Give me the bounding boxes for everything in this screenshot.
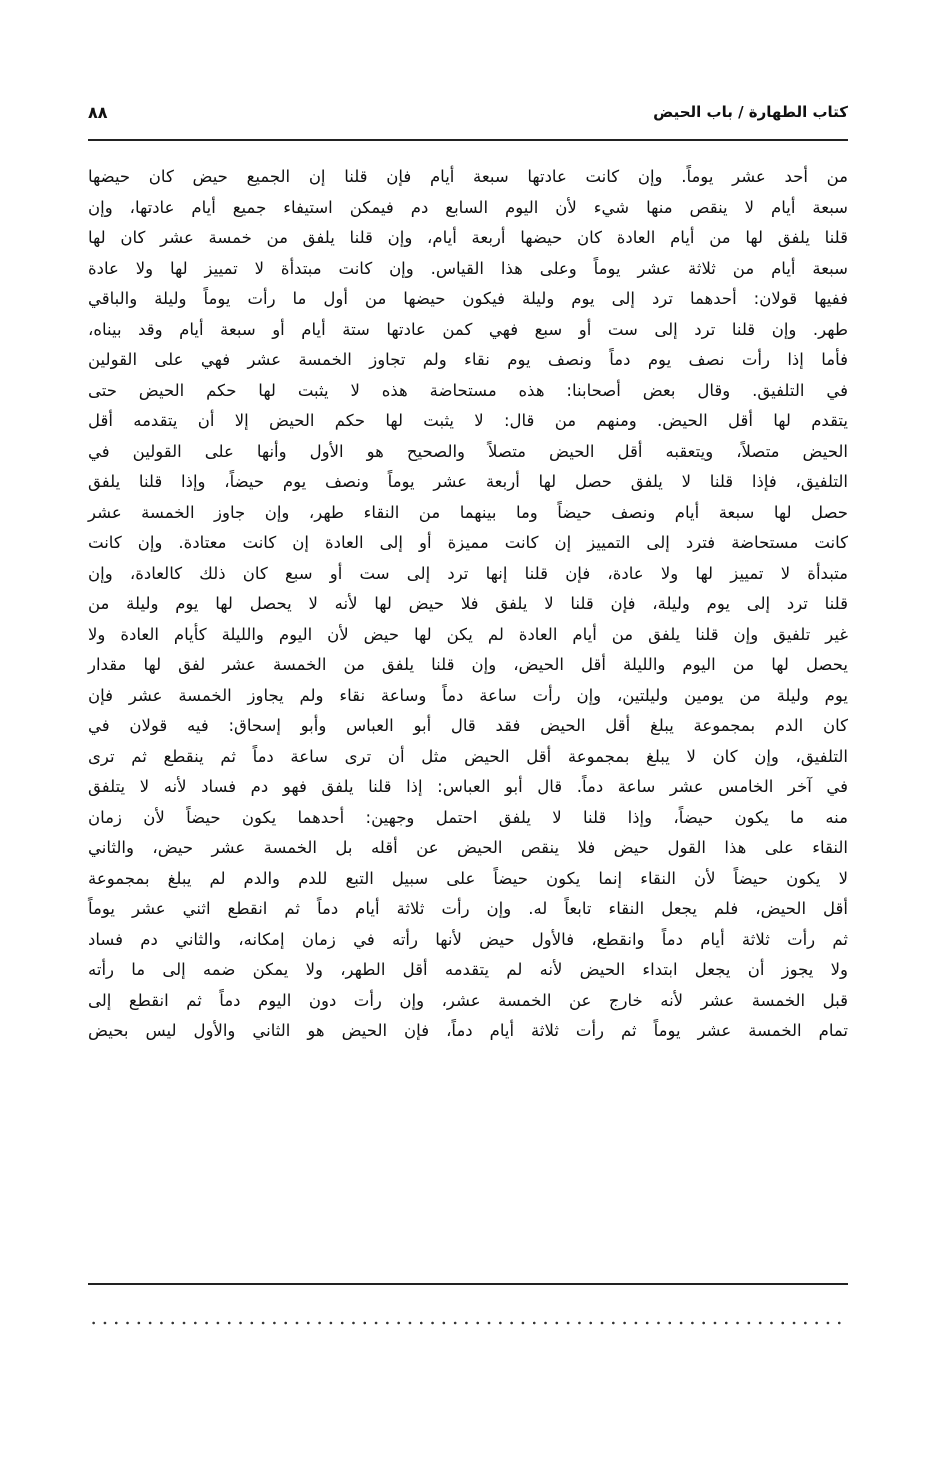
text-line: التلفيق، فإذا قلنا لا يلفق حصل لها أربعة عشر يوماً ونصف يوم حيضاً، وإذا قلنا يلفق: [88, 472, 848, 491]
footnote-rule: [88, 1283, 848, 1285]
text-line: يتقدم لها أقل الحيض. ومنهم من قال: لا يثبت لها حكم الحيض إلا أن يتقدمه أقل: [88, 411, 848, 430]
page-number: ٨٨: [88, 103, 108, 122]
text-line: ففيها قولان: أحدهما ترد إلى يوم وليلة فيكون حيضها من أول ما رأت يوماً وليلة والباقي: [88, 289, 848, 308]
text-line: في آخر الخامس عشر ساعة دماً. قال أبو العباس: إذا قلنا يلفق فهو دم فساد لأنه لا يتلفق: [88, 777, 848, 796]
text-line: الحيض متصلاً، ويتعقبه أقل الحيض متصلاً والصحيح هو الأول وأنها على القولين في: [88, 441, 848, 461]
text-line: قبل الخمسة عشر لأنه خارج عن الخمسة عشر، وإن رأت دون اليوم دماً ثم انقطع إلى: [88, 990, 848, 1010]
text-line: يحصل لها من اليوم والليلة أقل الحيض، وإن قلنا يلفق من الخمسة عشر لفق لها مقدار: [88, 655, 848, 674]
header-rule: [88, 139, 848, 141]
text-line: التلفيق، وإن كان لا يبلغ بمجموعة أقل الحيض مثل أن ترى ساعة دماً ثم ينقطع ثم ترى: [88, 746, 848, 766]
footnote-dotted-line: [88, 1306, 848, 1326]
text-line: تمام الخمسة عشر يوماً ثم رأت ثلاثة أيام دماً، فإن الحيض هو الثاني والأول ليس بحيض: [88, 1021, 848, 1040]
text-line: ثم رأت ثلاثة أيام دماً وانقطع، فالأول حيض لأنها رأته في زمان إمكانه، والثاني دم فساد: [88, 929, 848, 949]
text-line: حصل لها سبعة أيام ونصف حيضاً وما بينهما من النقاء طهر، وإن جاوز الخمسة عشر: [88, 502, 848, 522]
text-line: كانت مستحاضة فترد إلى التمييز إن كانت مميزة أو إلى العادة إن كانت معتادة. وإن كانت: [88, 533, 848, 552]
page-header: [88, 103, 848, 131]
text-line: سبعة أيام من ثلاثة عشر يوماً وعلى هذا القياس. وإن كانت مبتدأة لا تمييز لها ولا عادة: [88, 258, 848, 278]
body-text: [88, 162, 848, 1047]
text-line: فأما إذا رأت نصف يوم دماً ونصف يوم نقاء ولم تجاوز الخمسة عشر فهي على القولين: [88, 350, 848, 369]
text-line: طهر. وإن قلنا ترد إلى ست أو سبع فهي كمن عادتها ستة أيام أو سبعة أيام وقد بيناه،: [88, 319, 848, 339]
text-line: في التلفيق. وقال بعض أصحابنا: هذه مستحاضة هذه لا يثبت لها حكم الحيض حتى: [88, 380, 848, 400]
text-line: أقل الحيض، فلم يجعل النقاء تابعاً له. وإن رأت ثلاثة أيام دماً ثم انقطع اثني عشر يوماً: [88, 899, 848, 918]
running-title: كتاب الطهارة / باب الحيض: [653, 103, 848, 121]
text-line: سبعة أيام لا ينقص منها شيء لأن اليوم السابع دم فيمكن استيفاء جميع أيام عادتها، وإن: [88, 197, 848, 217]
text-line: كان الدم بمجموعة يبلغ أقل الحيض فقد قال أبو العباس وأبو إسحاق: فيه قولان في: [88, 716, 848, 735]
text-line: قلنا ترد إلى يوم وليلة، فإن قلنا لا يلفق فلا حيض لها لأنه لا يحصل لها يوم وليلة من: [88, 594, 848, 613]
text-line: النقاء على هذا القول حيض فلا ينقص الحيض عن أقله بل الخمسة عشر حيض، والثاني: [88, 838, 848, 857]
text-line: قلنا يلفق لها من أيام العادة كان حيضها أربعة أيام، وإن قلنا يلفق من خمسة عشر كان لها: [88, 228, 848, 247]
text-line: لا يكون حيضاً لأن النقاء إنما يكون حيضاً على سبيل التبع للدم والدم لم يبلغ بمجموعة: [88, 868, 848, 888]
text-line: من أحد عشر يوماً. وإن كانت عادتها سبعة أيام فإن قلنا إن الجميع حيض كان حيضها: [88, 167, 848, 186]
text-line: غير تلفيق وإن قلنا يلفق من أيام العادة لم يكن لها حيض لأن اليوم والليلة كأيام العادة ولا: [88, 624, 848, 644]
text-line: متبدأة لا تمييز لها ولا عادة، فإن قلنا إنها ترد إلى ست أو سبع كان ذلك كالعادة، وإن: [88, 563, 848, 583]
text-line: ولا يجوز أن يجعل ابتداء الحيض لأنه لم يتقدمه أقل الطهر، ولا يمكن ضمه إلى ما رأته: [88, 960, 848, 979]
text-line: منه ما يكون حيضاً، وإذا قلنا لا يلفق احتمل وجهين: أحدهما يكون حيضاً لأن زمان: [88, 807, 848, 827]
text-line: يوم وليلة من يومين وليلتين، وإن رأت ساعة دماً وساعة نقاء ولم يجاوز الخمسة عشر فإن: [88, 685, 848, 705]
